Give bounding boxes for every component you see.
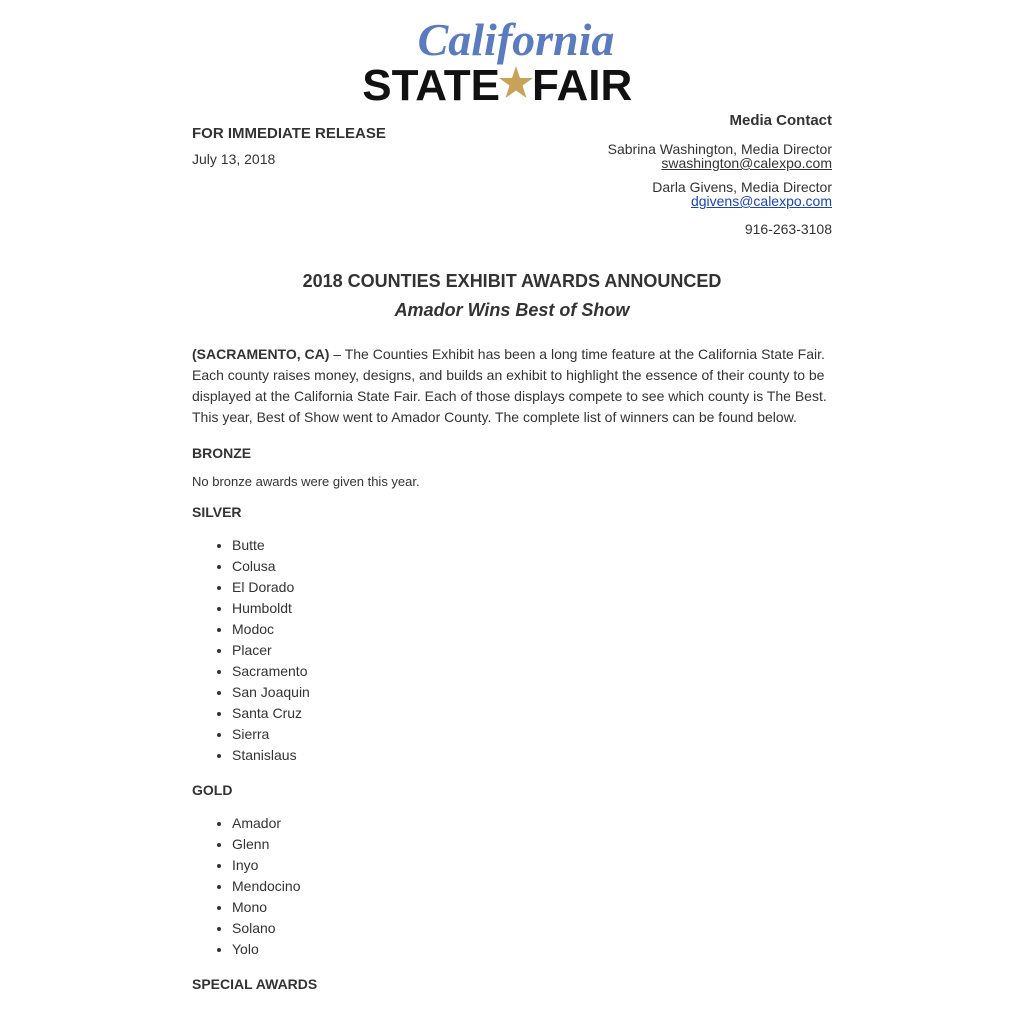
list-item: • Butte	[232, 535, 832, 556]
headline-subtitle: Amador Wins Best of Show	[394, 300, 630, 320]
list-item: • Solano	[232, 918, 832, 939]
lead-paragraph	[192, 344, 832, 428]
headline	[192, 270, 832, 321]
list-item: • El Dorado	[232, 577, 832, 598]
bronze-title: BRONZE	[192, 445, 252, 461]
list-item: • Mono	[232, 897, 832, 918]
contact-name: Sabrina Washington, Media Director	[607, 141, 832, 157]
list-item: • Glenn	[232, 834, 832, 855]
contact-name: Darla Givens, Media Director	[652, 179, 832, 195]
california-state-fair-logo	[358, 10, 668, 104]
list-item: • Humboldt	[232, 598, 832, 619]
headline-title: 2018 COUNTIES EXHIBIT AWARDS ANNOUNCED	[302, 271, 722, 291]
list-item: • San Joaquin	[232, 682, 832, 703]
bronze-note: No bronze awards were given this year.	[192, 474, 420, 489]
lead-text: – The Counties Exhibit has been a long time feature at the California State Fair. Each county raises money, designs, and builds an exhibit to highlight the essence of their county to be displayed at the California State Fair. Each of those displays compete to see which county is The Best. This year, Best of Show went to Amador County. The complete list of winners can be found below.	[192, 346, 827, 425]
special-awards-title: SPECIAL AWARDS	[192, 976, 318, 992]
contact-phone: 916-263-3108	[744, 221, 832, 237]
list-item: • Sierra	[232, 724, 832, 745]
contact-person	[512, 180, 832, 208]
dateline: (SACRAMENTO, CA)	[192, 346, 330, 362]
article-body	[192, 344, 832, 993]
media-contact-title: Media Contact	[729, 112, 832, 129]
list-item: • Stanislaus	[232, 745, 832, 766]
contact-person	[512, 142, 832, 170]
logo-script-text: California	[417, 14, 615, 65]
list-item: • Santa Cruz	[232, 703, 832, 724]
logo-fair-text: FAIR	[532, 61, 633, 104]
release-date: July 13, 2018	[192, 151, 276, 167]
silver-list	[192, 535, 832, 766]
gold-list	[192, 813, 832, 960]
list-item: • Yolo	[232, 939, 832, 960]
release-label: FOR IMMEDIATE RELEASE	[192, 125, 386, 142]
star-icon	[499, 66, 533, 98]
gold-title: GOLD	[192, 782, 233, 798]
list-item: • Inyo	[232, 855, 832, 876]
list-item: • Amador	[232, 813, 832, 834]
list-item: • Colusa	[232, 556, 832, 577]
list-item: • Sacramento	[232, 661, 832, 682]
contact-email-link[interactable]: dgivens@calexpo.com	[690, 193, 832, 209]
logo-state-text: STATE	[362, 61, 500, 104]
media-contact	[512, 112, 832, 236]
list-item: • Modoc	[232, 619, 832, 640]
release-info	[192, 125, 492, 168]
list-item: • Placer	[232, 640, 832, 661]
contact-email-link[interactable]: swashington@calexpo.com	[661, 155, 832, 171]
silver-title: SILVER	[192, 504, 242, 520]
list-item: • Mendocino	[232, 876, 832, 897]
